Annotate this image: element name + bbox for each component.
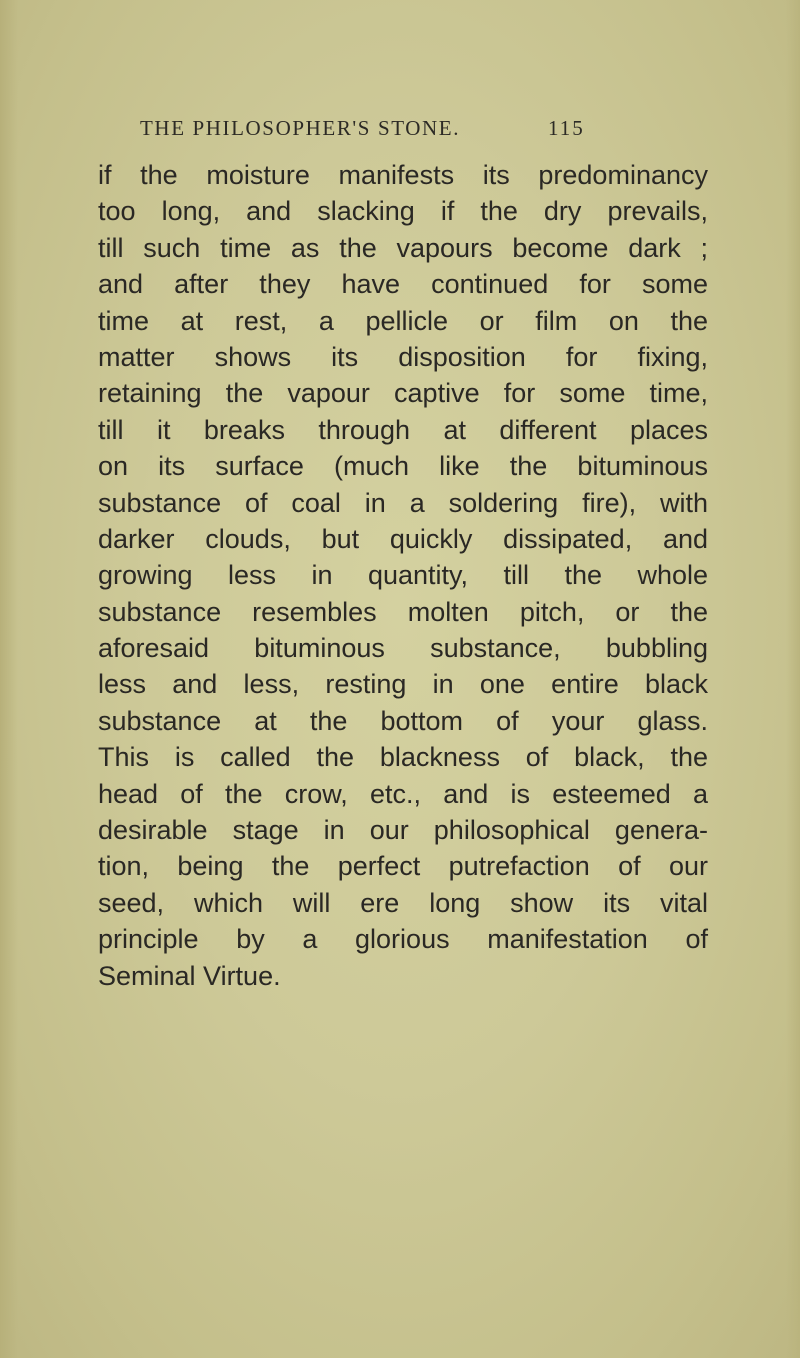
text-line: seed, which will ere long show its vital	[98, 887, 708, 918]
text-line: substance of coal in a soldering fire), with	[98, 487, 708, 518]
text-line: This is called the blackness of black, the	[98, 742, 708, 773]
text-line: aforesaid bituminous substance, bubbling	[98, 633, 708, 664]
text-line-last: Seminal Virtue.	[98, 960, 281, 991]
text-line: less and less, resting in one entire black	[98, 669, 708, 700]
text-line: growing less in quantity, till the whole	[98, 560, 708, 591]
running-title: THE PHILOSOPHER'S STONE.	[140, 116, 461, 140]
text-line: principle by a glorious manifestation of	[98, 924, 708, 955]
text-line: tion, being the perfect putrefaction of our	[98, 851, 708, 882]
page-number: 115	[548, 116, 585, 140]
page-edge-shadow-right	[786, 0, 800, 1358]
text-line: matter shows its disposition for fixing,	[98, 341, 708, 372]
text-line: substance at the bottom of your glass.	[98, 705, 708, 736]
text-line: desirable stage in our philosophical genera-	[98, 815, 708, 846]
text-line: till such time as the vapours become dark ;	[98, 232, 708, 263]
text-line: too long, and slacking if the dry prevails,	[98, 196, 708, 227]
text-line: substance resembles molten pitch, or the	[98, 596, 708, 627]
text-line: and after they have continued for some	[98, 269, 708, 300]
text-line: on its surface (much like the bituminous	[98, 451, 708, 482]
text-line: if the moisture manifests its predominancy	[98, 160, 708, 190]
body-paragraph	[98, 157, 708, 994]
text-line: time at rest, a pellicle or film on the	[98, 305, 708, 336]
page-edge-shadow-left	[0, 0, 18, 1358]
running-head	[140, 116, 600, 146]
text-line: head of the crow, etc., and is esteemed a	[98, 778, 708, 809]
text-line: till it breaks through at different places	[98, 414, 708, 445]
text-line: retaining the vapour captive for some time,	[98, 378, 708, 409]
text-line: darker clouds, but quickly dissipated, and	[98, 523, 708, 554]
